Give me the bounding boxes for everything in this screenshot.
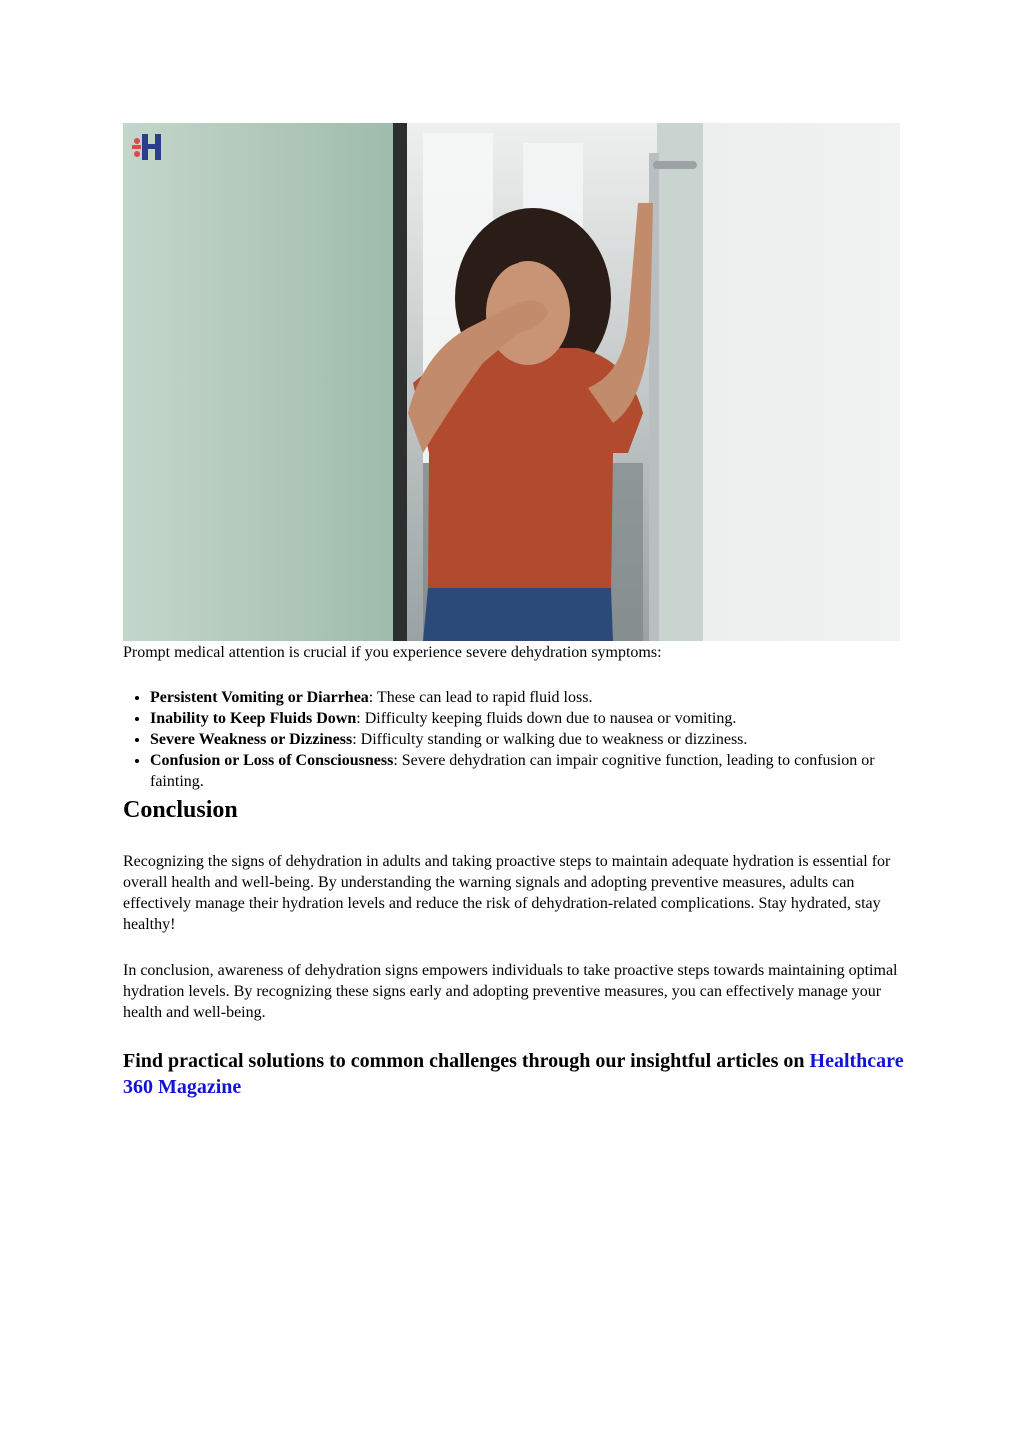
symptom-description: : Difficulty keeping fluids down due to nausea or vomiting.	[356, 710, 737, 727]
hero-photo-illustration	[123, 123, 900, 641]
conclusion-paragraph-2: In conclusion, awareness of dehydration signs empowers individuals to take proactive steps towards maintaining optimal hydration levels. By recognizing these signs early and adopting preventive measures, you can effectively manage your health and well-being.	[123, 962, 898, 1021]
symptom-description: : These can lead to rapid fluid loss.	[368, 689, 593, 706]
cta-text: Find practical solutions to common challenges through our insightful articles on	[123, 1050, 810, 1072]
conclusion-paragraph-1: Recognizing the signs of dehydration in adults and taking proactive steps to maintain adequate hydration is essential for overall health and well-being. By understanding the warning signals and adopting preventive measures, adults can effectively manage their hydration levels and reduce the risk of dehydration-related complications. Stay hydrated, stay healthy!	[123, 853, 891, 933]
symptom-term: Confusion or Loss of Consciousness	[150, 752, 394, 769]
intro-text: Prompt medical attention is crucial if you experience severe dehydration symptoms:	[123, 644, 662, 661]
healthcare-360-magazine-link[interactable]: Healthcare 360 Magazine	[123, 1050, 904, 1098]
list-item	[150, 750, 913, 792]
list-item	[150, 708, 913, 729]
list-item	[150, 729, 913, 750]
call-to-action	[123, 1048, 913, 1100]
healthcare-360-logo-icon	[131, 132, 163, 162]
symptom-description: : Difficulty standing or walking due to weakness or dizziness.	[352, 731, 748, 748]
symptom-term: Severe Weakness or Dizziness	[150, 731, 353, 748]
symptom-term: Persistent Vomiting or Diarrhea	[150, 689, 369, 706]
list-item	[150, 687, 913, 708]
symptom-description: : Severe dehydration can impair cognitive function, leading to confusion or fainting.	[150, 752, 875, 790]
article-content	[123, 643, 913, 1100]
symptoms-list	[123, 687, 913, 792]
symptom-term: Inability to Keep Fluids Down	[150, 710, 357, 727]
conclusion-heading: Conclusion	[123, 797, 238, 823]
hero-photo	[123, 123, 900, 641]
